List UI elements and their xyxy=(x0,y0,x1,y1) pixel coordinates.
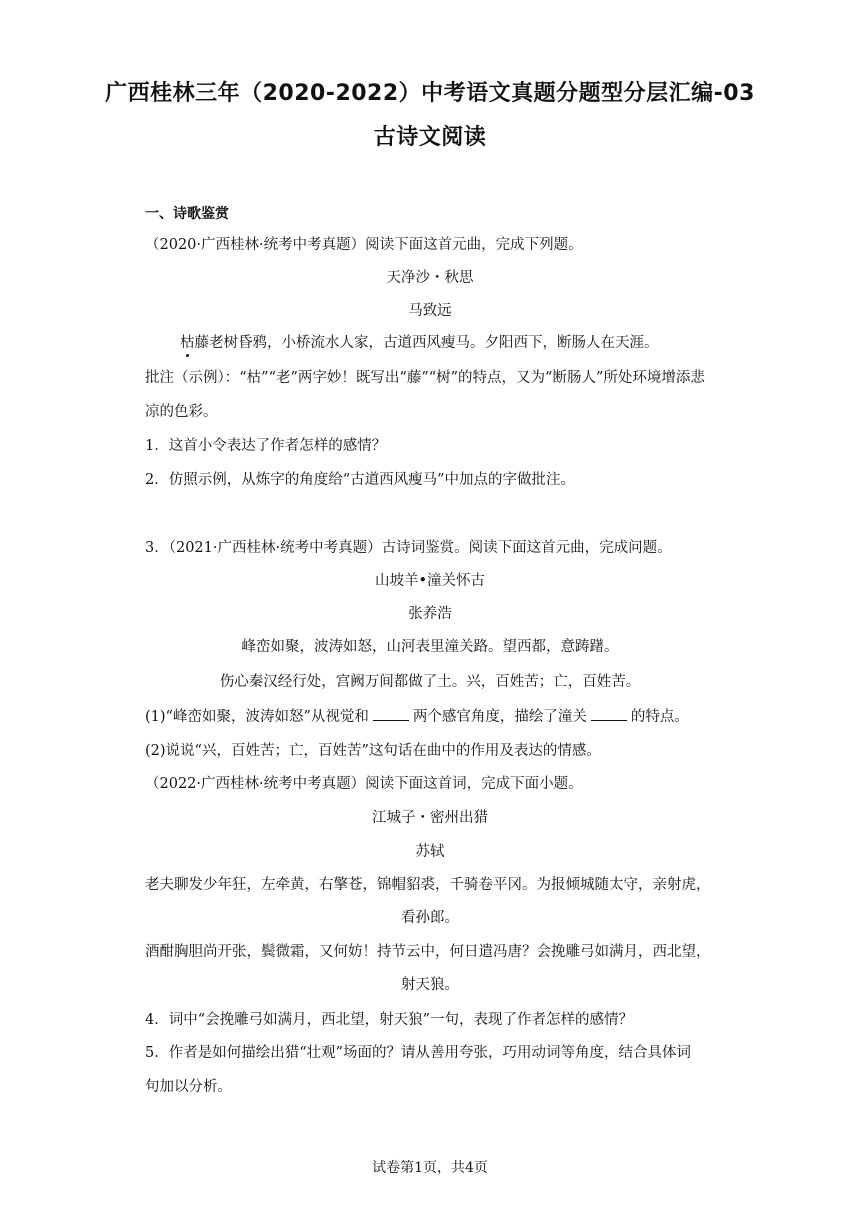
emphasis-dot-char: 枯 xyxy=(180,331,195,352)
question-3-2: (2)说说“兴，百姓苦；亡，百姓苦”这句话在曲中的作用及表达的情感。 xyxy=(145,743,601,759)
poem2-line2: 伤心秦汉经行处，宫阙万间都做了土。兴，百姓苦；亡，百姓苦。 xyxy=(219,674,641,690)
document-title-line1: 广西桂林三年（2020-2022）中考语文真题分题型分层汇编-03 xyxy=(105,81,755,106)
poem1-body xyxy=(180,331,659,352)
annotation-line1: 批注（示例）：“枯”“老”两字妙！既写出“藤”“树”的特点，又为“断肠人”所处环境增添悲 xyxy=(145,370,705,386)
question-3-1 xyxy=(145,705,689,726)
question-3-intro: 3．（2021·广西桂林·统考中考真题）古诗词鉴赏。阅读下面这首元曲，完成问题。 xyxy=(145,540,672,556)
page-footer: 试卷第1页，共4页 xyxy=(372,1160,488,1176)
question-3-1-part-c: 的特点。 xyxy=(630,709,689,725)
poem2-line1: 峰峦如聚，波涛如怒，山河表里潼关路。望西都，意踌躇。 xyxy=(241,639,619,655)
poem2-title: 山坡羊•潼关怀古 xyxy=(374,573,486,589)
question-intro-2022: （2022·广西桂林·统考中考真题）阅读下面这首词，完成下面小题。 xyxy=(145,776,583,792)
question-1: 1．这首小令表达了作者怎样的感情？ xyxy=(145,438,387,454)
poem3-line2-end: 射天狼。 xyxy=(401,977,459,993)
section-heading: 一、诗歌鉴赏 xyxy=(145,206,229,222)
document-title-line2: 古诗文阅读 xyxy=(373,125,487,150)
answer-blank-1[interactable] xyxy=(373,708,409,721)
question-3-1-part-b: 两个感官角度，描绘了潼关 xyxy=(412,709,587,725)
question-4: 4．词中“会挽雕弓如满月，西北望，射天狼”一句，表现了作者怎样的感情？ xyxy=(145,1012,634,1028)
question-5-line2: 句加以分析。 xyxy=(145,1079,232,1095)
poem1-author: 马致远 xyxy=(408,303,452,319)
poem3-line1-end: 看孙郎。 xyxy=(401,910,459,926)
question-5-line1: 5．作者是如何描绘出猎“壮观”场面的？请从善用夸张，巧用动词等角度，结合具体词 xyxy=(145,1045,692,1061)
question-2: 2．仿照示例，从炼字的角度给“古道西风瘦马”中加点的字做批注。 xyxy=(145,472,576,488)
poem1-title: 天净沙・秋思 xyxy=(386,270,474,286)
poem1-body-text: 藤老树昏鸦，小桥流水人家，古道西风瘦马。夕阳西下，断肠人在天涯。 xyxy=(194,335,659,351)
poem3-line2: 酒酣胸胆尚开张，鬓微霜，又何妨！持节云中，何日遣冯唐？会挽雕弓如满月，西北望， xyxy=(145,944,711,960)
question-3-1-part-a: (1)“峰峦如聚，波涛如怒”从视觉和 xyxy=(145,709,369,725)
annotation-line2: 凉的色彩。 xyxy=(145,404,218,420)
poem3-author: 苏轼 xyxy=(415,844,445,860)
answer-blank-2[interactable] xyxy=(591,708,627,721)
poem3-title: 江城子・密州出猎 xyxy=(372,810,488,826)
poem3-line1: 老夫聊发少年狂，左牵黄，右擎苍，锦帽貂裘，千骑卷平冈。为报倾城随太守，亲射虎， xyxy=(145,877,711,893)
question-intro-2020: （2020·广西桂林·统考中考真题）阅读下面这首元曲，完成下列题。 xyxy=(145,237,583,253)
poem2-author: 张养浩 xyxy=(408,606,452,622)
